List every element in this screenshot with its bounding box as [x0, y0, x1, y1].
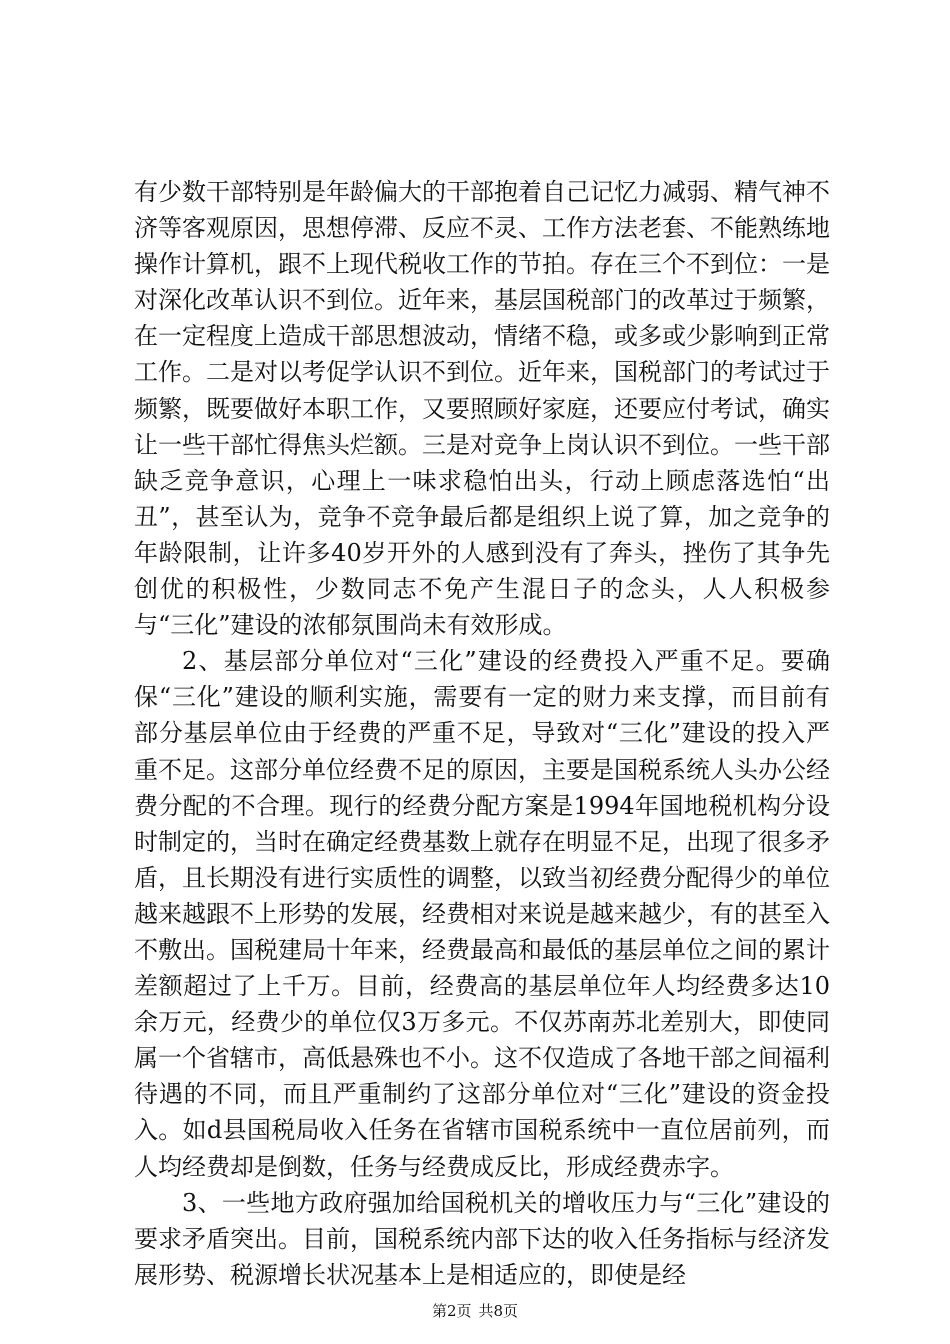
paragraph-2: 2、基层部分单位对“三化”建设的经费投入严重不足。要确保“三化”建设的顺利实施，需要有一定的财力来支撑，而目前有部分基层单位由于经费的严重不足，导致对“三化”建设的投入严重不足。这部分单位经费不足的原因，主要是国税系统人头办公经费分配的不合理。现行的经费分配方案是1994年国地税机构分设时制定的，当时在确定经费基数上就存在明显不足，出现了很多矛盾，且长期没有进行实质性的调整，以致当初经费分配得少的单位越来越跟不上形势的发展，经费相对来说是越来越少，有的甚至入不敷出。国税建局十年来，经费最高和最低的基层单位之间的累计差额超过了上千万。目前，经费高的基层单位年人均经费多达10余万元，经费少的单位仅3万多元。不仅苏南苏北差别大，即使同属一个省辖市，高低悬殊也不小。这不仅造成了各地干部之间福利待遇的不同，而且严重制约了这部分单位对“三化”建设的资金投入。如d县国税局收入任务在省辖市国税系统中一直位居前列，而人均经费却是倒数，任务与经费成反比，形成经费赤字。 — [134, 647, 830, 1181]
page-footer — [0, 1300, 950, 1321]
document-body — [134, 174, 830, 1293]
page-total: 共8页 — [478, 1302, 519, 1320]
paragraph-3: 3、一些地方政府强加给国税机关的增收压力与“三化”建设的要求矛盾突出。目前，国税系统内部下达的收入任务指标与经济发展形势、税源增长状况基本上是相适应的，即使是经 — [134, 1188, 830, 1289]
page-number: 第2页 — [431, 1302, 472, 1320]
paragraph-1: 有少数干部特别是年龄偏大的干部抱着自己记忆力减弱、精气神不济等客观原因，思想停滞、反应不灵、工作方法老套、不能熟练地操作计算机，跟不上现代税收工作的节拍。存在三个不到位：一是对深化改革认识不到位。近年来，基层国税部门的改革过于频繁，在一定程度上造成干部思想波动，情绪不稳，或多或少影响到正常工作。二是对以考促学认识不到位。近年来，国税部门的考试过于频繁，既要做好本职工作，又要照顾好家庭，还要应付考试，确实让一些干部忙得焦头烂额。三是对竞争上岗认识不到位。一些干部缺乏竞争意识，心理上一味求稳怕出头，行动上顾虑落选怕“出丑”，甚至认为，竞争不竞争最后都是组织上说了算，加之竞争的年龄限制，让许多40岁开外的人感到没有了奔头，挫伤了其争先创优的积极性，少数同志不免产生混日子的念头，人人积极参与“三化”建设的浓郁氛围尚未有效形成。 — [134, 178, 830, 640]
